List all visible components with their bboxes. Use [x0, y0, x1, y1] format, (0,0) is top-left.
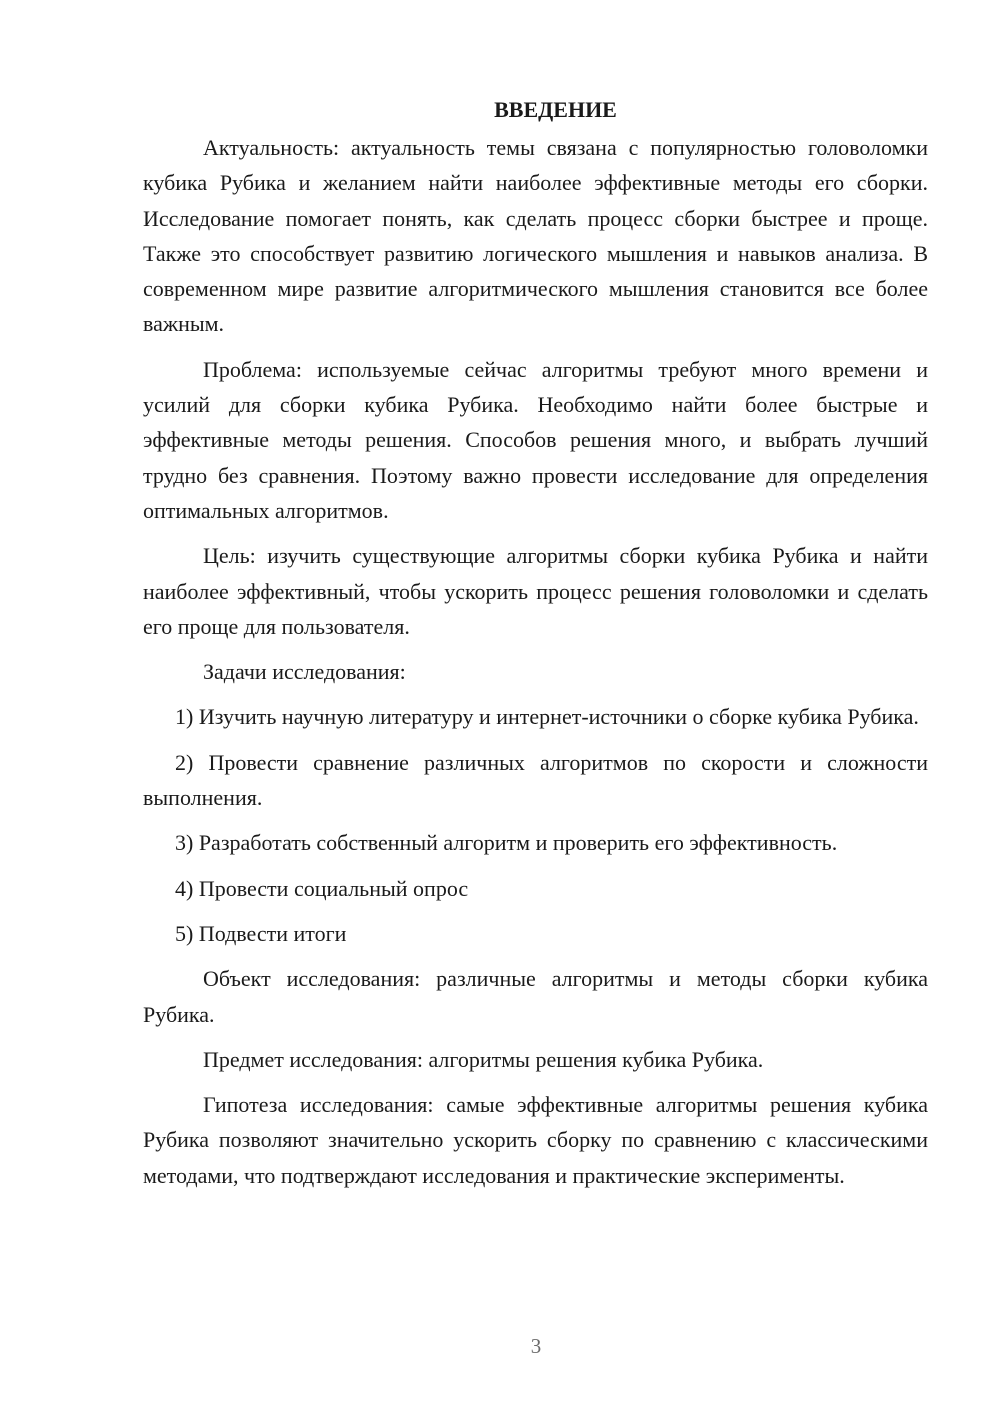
task-item-3: 3) Разработать собственный алгоритм и проверить его эффективность. — [175, 830, 838, 856]
object-paragraph: Объект исследования: различные алгоритмы и методы сборки кубика Рубика. — [143, 966, 928, 1027]
task-item-1: 1) Изучить научную литературу и интернет-источники о сборке кубика Рубика. — [175, 704, 919, 730]
section-heading: ВВЕДЕНИЕ — [494, 97, 617, 122]
problem-paragraph: Проблема: используемые сейчас алгоритмы требуют много времени и усилий для сборки кубика Рубика. Необходимо найти более быстрые и эффективные методы решения. Способов решения много, и выбрать лучший трудно без сравнения. Поэтому важно провести исследование для определения оптимальных алгоритмов. — [143, 356, 928, 523]
hypothesis-paragraph: Гипотеза исследования: самые эффективные алгоритмы решения кубика Рубика позволяют значительно ускорить сборку по сравнению с классическими методами, что подтверждают исследования и практические эксперименты. — [143, 1092, 928, 1188]
subject-paragraph: Предмет исследования: алгоритмы решения кубика Рубика. — [203, 1046, 764, 1072]
task-item-5: 5) Подвести итоги — [175, 920, 347, 946]
task-item-4: 4) Провести социальный опрос — [175, 875, 469, 901]
relevance-paragraph: Актуальность: актуальность темы связана с популярностью головоломки кубика Рубика и желанием найти наиболее эффективные методы его сборки. Исследование помогает понять, как сделать процесс сборки быстрее и проще. Также это способствует развитию логического мышления и навыков анализа. В современном мире развитие алгоритмического мышления становится все более важным. — [143, 135, 928, 337]
tasks-heading: Задачи исследования: — [203, 659, 406, 685]
task-item-2: 2) Провести сравнение различных алгоритмов по скорости и сложности выполнения. — [143, 749, 928, 811]
goal-paragraph: Цель: изучить существующие алгоритмы сборки кубика Рубика и найти наиболее эффективный, чтобы ускорить процесс решения головоломки и сделать его проще для пользователя. — [143, 543, 928, 639]
document-page — [143, 94, 928, 1193]
page-number: 3 — [530, 1334, 542, 1358]
